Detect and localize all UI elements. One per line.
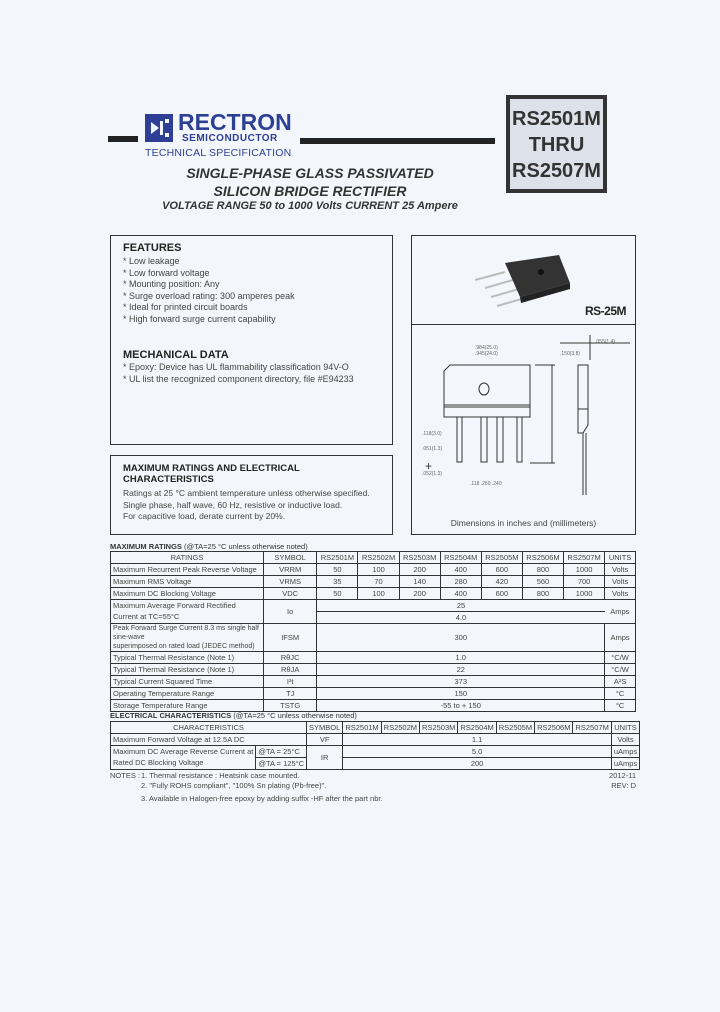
row-label: Current at TC=55°C bbox=[111, 612, 264, 624]
logo-subtitle: SEMICONDUCTOR bbox=[182, 133, 278, 144]
header-cell: RS2506M bbox=[522, 552, 563, 564]
row-symbol: TJ bbox=[263, 688, 316, 700]
cell: 200 bbox=[399, 564, 440, 576]
cell: 300 bbox=[317, 624, 605, 652]
part-first: RS2501M bbox=[512, 108, 601, 130]
cell: 1.1 bbox=[343, 734, 612, 746]
header-cell: RS2504M bbox=[458, 722, 496, 734]
ratings-note-line: Ratings at 25 °C ambient temperature unless otherwise specified. bbox=[123, 488, 370, 498]
cell: 22 bbox=[317, 664, 605, 676]
row-label: Maximum RMS Voltage bbox=[111, 576, 264, 588]
part-thru: THRU bbox=[528, 134, 585, 156]
cell: 140 bbox=[399, 576, 440, 588]
svg-text:.945(24.0): .945(24.0) bbox=[475, 351, 498, 357]
cell: 4.0 bbox=[317, 612, 605, 624]
cell: 150 bbox=[317, 688, 605, 700]
features-heading: FEATURES bbox=[123, 242, 182, 254]
header-cell: RS2506M bbox=[535, 722, 573, 734]
cell: 25 bbox=[317, 600, 605, 612]
package-name: RS-25M bbox=[585, 304, 627, 318]
header-cell: RS2502M bbox=[358, 552, 399, 564]
table-row bbox=[111, 688, 636, 700]
svg-text:.051(1.3): .051(1.3) bbox=[422, 446, 443, 452]
table-header-row bbox=[111, 552, 636, 564]
row-label: Maximum Recurrent Peak Reverse Voltage bbox=[111, 564, 264, 576]
dimensions-caption: Dimensions in inches and (millimeters) bbox=[450, 518, 597, 528]
cell: 373 bbox=[317, 676, 605, 688]
row-condition: @TA = 25°C bbox=[256, 746, 307, 758]
ratings-note-line: Single phase, half wave, 60 Hz, resistive or inductive load. bbox=[123, 499, 343, 510]
header-cell: UNITS bbox=[605, 552, 636, 564]
surge-label-line: superimposed on rated load (JEDEC method) bbox=[113, 643, 255, 650]
table-row bbox=[111, 564, 636, 576]
table-row bbox=[111, 576, 636, 588]
row-symbol: VRMS bbox=[263, 576, 316, 588]
row-symbol: I²t bbox=[263, 676, 316, 688]
notes-label: NOTES : bbox=[110, 771, 141, 780]
table-row bbox=[111, 600, 636, 612]
cell: 800 bbox=[522, 588, 563, 600]
cell: 280 bbox=[440, 576, 481, 588]
row-symbol: VDC bbox=[263, 588, 316, 600]
header-cell: RS2501M bbox=[317, 552, 358, 564]
table-row bbox=[111, 664, 636, 676]
row-condition: @TA = 125°C bbox=[256, 758, 307, 770]
cell: 400 bbox=[440, 564, 481, 576]
cell: 600 bbox=[481, 588, 522, 600]
title-line-2: SILICON BRIDGE RECTIFIER bbox=[213, 183, 407, 199]
features-panel bbox=[110, 235, 393, 445]
notes-list bbox=[141, 771, 383, 804]
row-symbol: RθJC bbox=[263, 652, 316, 664]
cell: 420 bbox=[481, 576, 522, 588]
row-label: Maximum DC Average Reverse Current at bbox=[111, 746, 256, 758]
svg-text:.118(3.0): .118(3.0) bbox=[422, 431, 442, 437]
cell: 35 bbox=[317, 576, 358, 588]
row-unit: uAmps bbox=[611, 758, 639, 770]
elec-caption-bold: ELECTRICAL CHARACTERISTICS bbox=[110, 711, 232, 720]
table-row bbox=[111, 676, 636, 688]
svg-text:.052(1.3): .052(1.3) bbox=[422, 471, 443, 477]
logo-brand: RECTRON bbox=[178, 109, 292, 135]
row-symbol: IFSM bbox=[263, 624, 316, 652]
revision-code: REV: D bbox=[611, 781, 636, 790]
svg-text:.150(3.8): .150(3.8) bbox=[560, 351, 581, 357]
dimension-drawing bbox=[420, 335, 630, 520]
max-ratings-caption-cond: (@TA=25 °C unless otherwise noted) bbox=[181, 542, 308, 551]
elec-caption bbox=[110, 711, 357, 720]
max-ratings-caption-bold: MAXIMUM RATINGS bbox=[110, 542, 182, 551]
header-cell: SYMBOL bbox=[263, 552, 316, 564]
cell: 560 bbox=[522, 576, 563, 588]
header-cell: RS2501M bbox=[343, 722, 381, 734]
header-bar-left bbox=[108, 136, 138, 142]
cell: 800 bbox=[522, 564, 563, 576]
row-label: Typical Thermal Resistance (Note 1) bbox=[111, 652, 264, 664]
feature-item: * Ideal for printed circuit boards bbox=[123, 302, 248, 312]
row-label: Storage Temperature Range bbox=[111, 700, 264, 712]
header-cell: RS2507M bbox=[573, 722, 611, 734]
package-divider bbox=[411, 324, 636, 325]
note-item: 2. "Fully ROHS compliant", "100% Sn plating (Pb-free)". bbox=[141, 781, 327, 790]
row-symbol: Io bbox=[263, 600, 316, 624]
mechanical-item: * UL list the recognized component directory, file #E94233 bbox=[123, 373, 354, 384]
row-label: Maximum DC Blocking Voltage bbox=[111, 588, 264, 600]
revision-block bbox=[606, 771, 636, 791]
row-unit: Volts bbox=[605, 576, 636, 588]
package-photo bbox=[475, 255, 575, 320]
part-last: RS2507M bbox=[512, 160, 601, 182]
cell: 1000 bbox=[564, 564, 605, 576]
header-cell: RS2504M bbox=[440, 552, 481, 564]
row-label: Rated DC Blocking Voltage bbox=[111, 758, 256, 770]
header-cell: CHARACTERISTICS bbox=[111, 722, 307, 734]
header-cell: RS2505M bbox=[496, 722, 534, 734]
table-row bbox=[111, 758, 640, 770]
row-unit: Amps bbox=[605, 600, 636, 624]
elec-table bbox=[110, 721, 640, 770]
feature-item: * Low leakage bbox=[123, 256, 180, 266]
cell: 700 bbox=[564, 576, 605, 588]
cell: 200 bbox=[343, 758, 612, 770]
header-cell: RS2503M bbox=[399, 552, 440, 564]
feature-item: * Mounting position: Any bbox=[123, 279, 220, 289]
row-unit: °C bbox=[605, 688, 636, 700]
row-label: Maximum Forward Voltage at 12.5A DC bbox=[111, 734, 307, 746]
cell: 1000 bbox=[564, 588, 605, 600]
title-line-1: SINGLE-PHASE GLASS PASSIVATED bbox=[186, 165, 434, 181]
note-item: 1. Thermal resistance : Heatsink case mounted. bbox=[141, 771, 300, 780]
ratings-note-line: For capacitive load, derate current by 20%. bbox=[123, 511, 286, 521]
header-cell: RS2507M bbox=[564, 552, 605, 564]
row-unit: Volts bbox=[605, 564, 636, 576]
table-row bbox=[111, 588, 636, 600]
svg-text:.984(25.0): .984(25.0) bbox=[475, 345, 498, 351]
row-unit: °C bbox=[605, 700, 636, 712]
row-unit: Amps bbox=[605, 624, 636, 652]
feature-item: * Surge overload rating: 300 amperes peak bbox=[123, 290, 295, 301]
feature-item: * Low forward voltage bbox=[123, 267, 210, 278]
table-row bbox=[111, 612, 636, 624]
surge-label-line: Peak Forward Surge Current 8.3 ms single half sine-wave bbox=[113, 625, 259, 641]
row-symbol: VF bbox=[307, 734, 343, 746]
cell: 5.0 bbox=[343, 746, 612, 758]
feature-item: * High forward surge current capability bbox=[123, 313, 276, 324]
table-row bbox=[111, 624, 636, 652]
row-unit: °C/W bbox=[605, 652, 636, 664]
cell: 1.0 bbox=[317, 652, 605, 664]
svg-text:.118 .260 .240: .118 .260 .240 bbox=[470, 481, 502, 487]
svg-text:.055(1.4): .055(1.4) bbox=[595, 339, 616, 345]
table-header-row bbox=[111, 722, 640, 734]
part-range-box bbox=[506, 95, 607, 193]
note-item: 3. Available in Halogen-free epoxy by adding suffix -HF after the part nbr. bbox=[141, 794, 383, 803]
cell: 50 bbox=[317, 588, 358, 600]
revision-date: 2012-11 bbox=[609, 771, 636, 780]
table-row bbox=[111, 700, 636, 712]
cell: 200 bbox=[399, 588, 440, 600]
mechanical-heading: MECHANICAL DATA bbox=[123, 349, 229, 361]
cell: 100 bbox=[358, 588, 399, 600]
row-unit: uAmps bbox=[611, 746, 639, 758]
rectron-logo-icon bbox=[145, 114, 173, 142]
cell: 50 bbox=[317, 564, 358, 576]
max-ratings-table bbox=[110, 551, 636, 712]
cell: 600 bbox=[481, 564, 522, 576]
mechanical-item: * Epoxy: Device has UL flammability classification 94V-O bbox=[123, 362, 349, 372]
header-cell: RS2505M bbox=[481, 552, 522, 564]
row-label: Typical Current Squared Time bbox=[111, 676, 264, 688]
cell: 100 bbox=[358, 564, 399, 576]
row-symbol: VRRM bbox=[263, 564, 316, 576]
svg-text:+: + bbox=[425, 459, 433, 473]
cell: 400 bbox=[440, 588, 481, 600]
header-cell: RATINGS bbox=[111, 552, 264, 564]
header-bar-mid bbox=[300, 138, 495, 144]
header-cell: UNITS bbox=[611, 722, 639, 734]
cell: -55 to + 150 bbox=[317, 700, 605, 712]
row-unit: Volts bbox=[605, 588, 636, 600]
table-row bbox=[111, 652, 636, 664]
row-unit: Volts bbox=[611, 734, 639, 746]
header-cell: SYMBOL bbox=[307, 722, 343, 734]
row-unit: °C/W bbox=[605, 664, 636, 676]
row-symbol: TSTG bbox=[263, 700, 316, 712]
max-ratings-caption bbox=[110, 542, 308, 551]
table-row bbox=[111, 734, 640, 746]
subtitle: VOLTAGE RANGE 50 to 1000 Volts CURRENT 25 Ampere bbox=[162, 200, 458, 212]
row-label: Operating Temperature Range bbox=[111, 688, 264, 700]
header-cell: RS2503M bbox=[420, 722, 458, 734]
elec-caption-cond: (@TA=25 °C unless otherwise noted) bbox=[231, 711, 357, 720]
logo-tagline: TECHNICAL SPECIFICATION bbox=[145, 147, 292, 159]
row-unit: A²S bbox=[605, 676, 636, 688]
ratings-note-panel bbox=[110, 455, 393, 535]
header-cell: RS2502M bbox=[381, 722, 419, 734]
row-label bbox=[111, 624, 264, 652]
row-symbol: RθJA bbox=[263, 664, 316, 676]
row-label: Maximum Average Forward Rectified bbox=[111, 600, 264, 612]
row-label: Typical Thermal Resistance (Note 1) bbox=[111, 664, 264, 676]
cell: 70 bbox=[358, 576, 399, 588]
table-row bbox=[111, 746, 640, 758]
row-symbol: IR bbox=[307, 746, 343, 770]
ratings-heading: MAXIMUM RATINGS AND ELECTRICAL CHARACTERISTICS bbox=[123, 463, 300, 485]
